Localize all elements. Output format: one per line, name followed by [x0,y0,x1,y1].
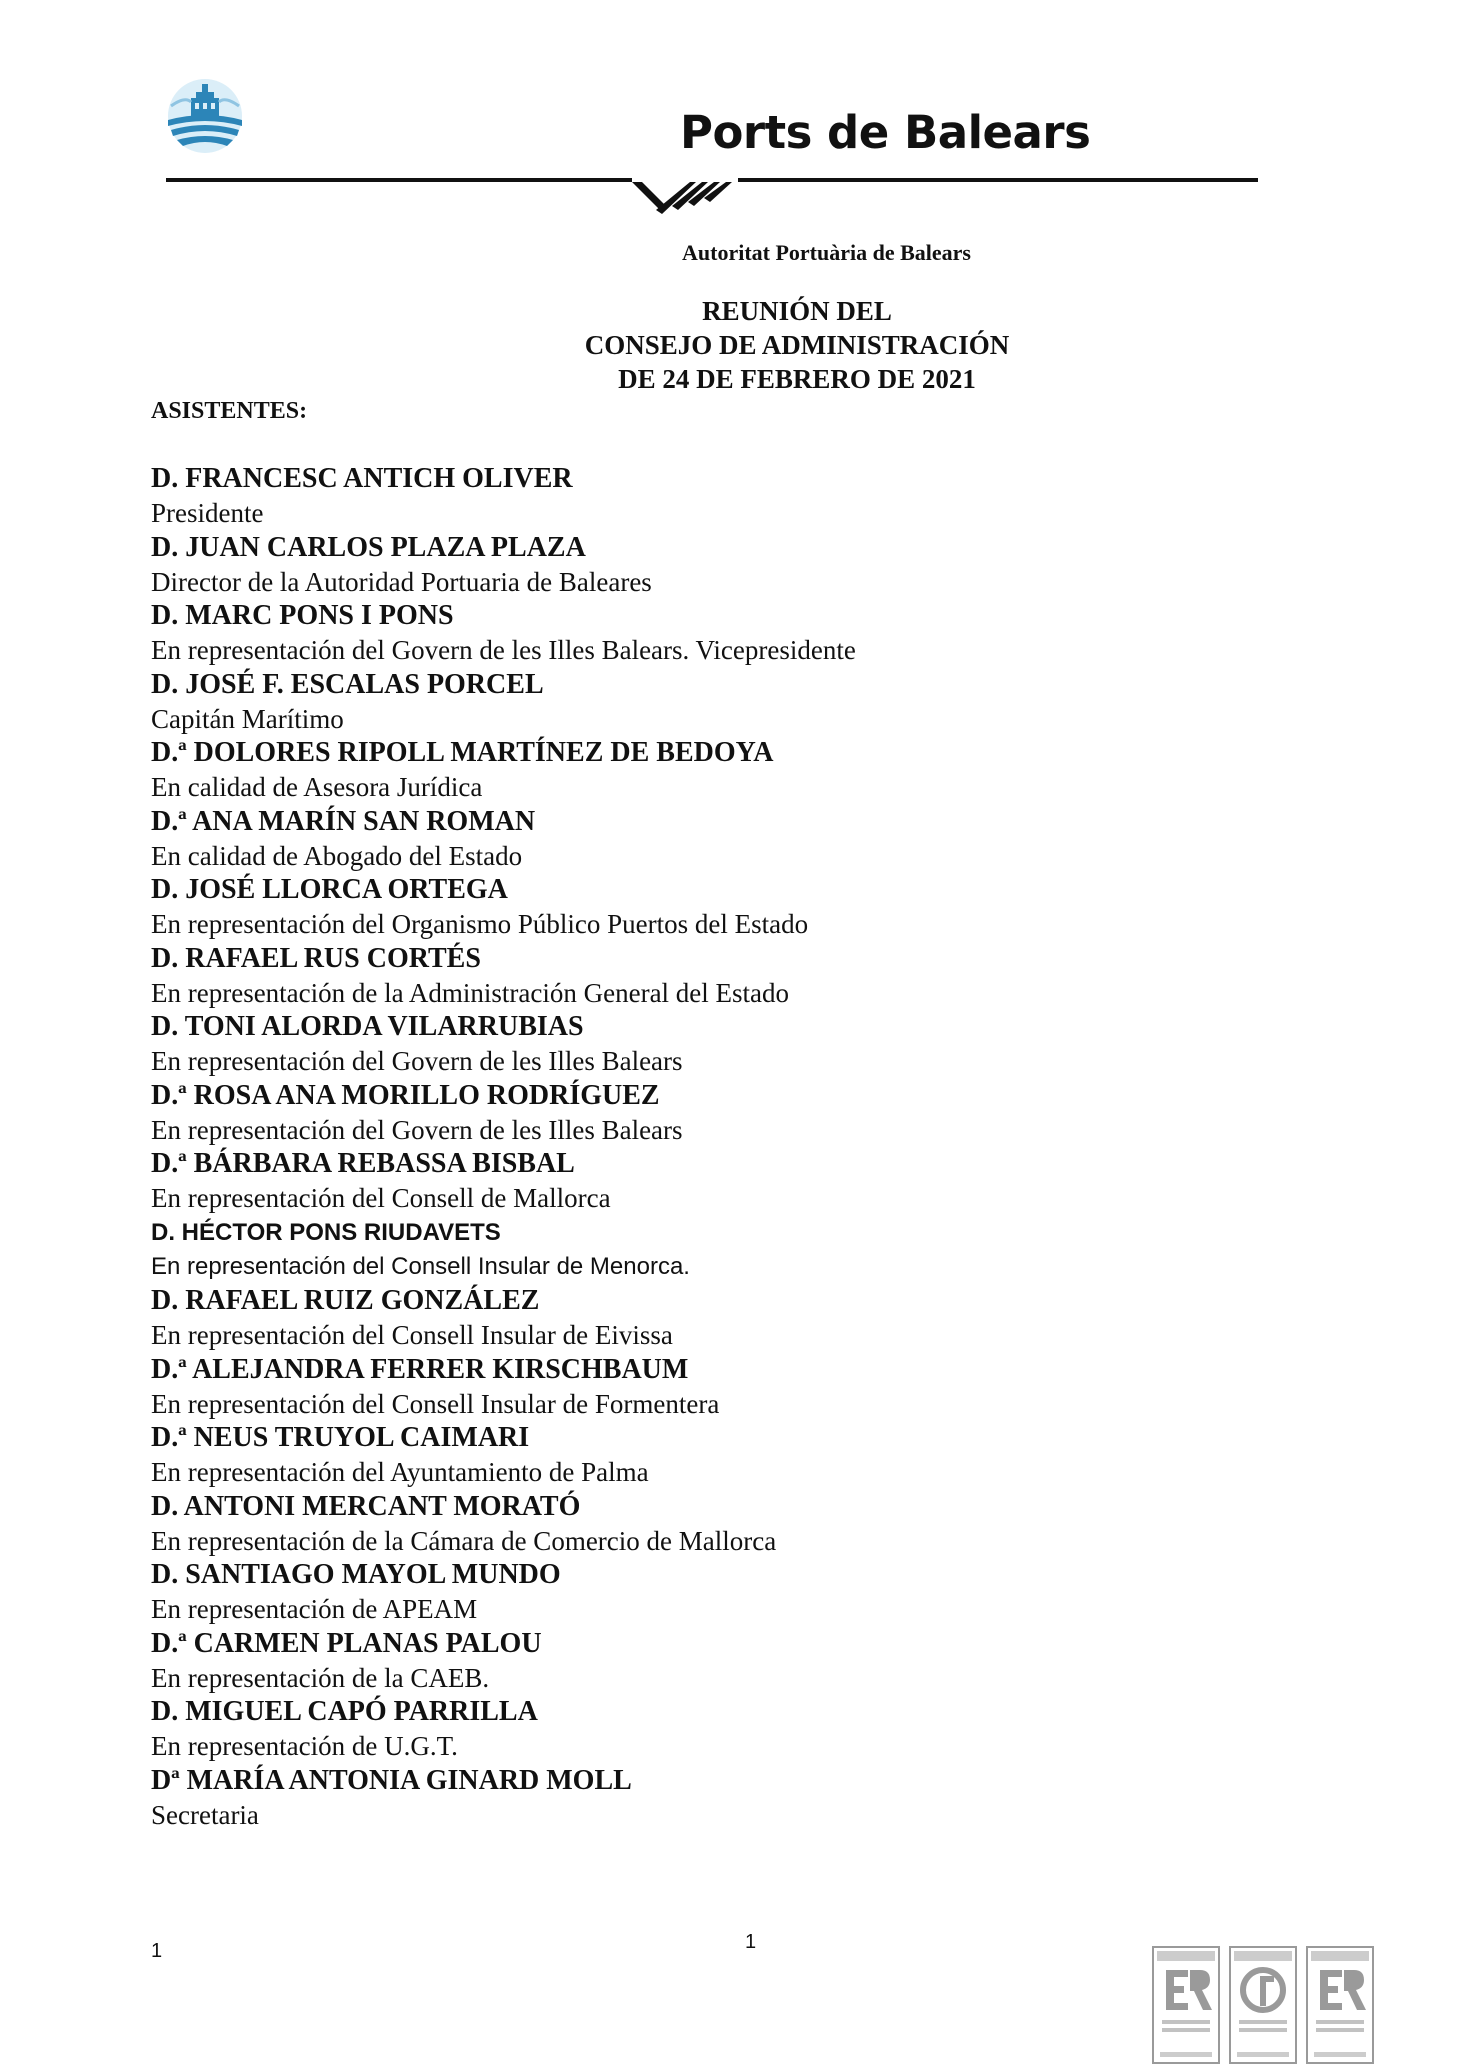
attendee-role: En representación del Organismo Público Puertos del Estado [151,909,809,939]
attendee-entry [151,1216,1251,1285]
attendee-entry [151,1421,1251,1490]
attendee-entry [151,736,1251,805]
meeting-title-line: CONSEJO DE ADMINISTRACIÓN [584,330,1010,360]
attendee-role: Capitán Marítimo [151,703,344,734]
attendee-entry [151,1010,1251,1079]
aenor-ga-icon [1230,1947,1296,2063]
attendee-name: D.ª BÁRBARA REBASSA BISBAL [151,1148,575,1179]
attendee-role: Director de la Autoridad Portuaria de Baleares [151,566,652,597]
attendee-entry [151,1079,1251,1148]
attendee-name: D. FRANCESC ANTICH OLIVER [151,463,573,494]
attendee-role: En calidad de Abogado del Estado [151,840,523,871]
attendee-entry [151,668,1251,737]
attendee-role: En representación de APEAM [151,1594,478,1624]
ports-de-balears-logo-icon [165,76,245,156]
attendee-role: En representación del Consell Insular de Menorca. [151,1252,690,1280]
aenor-certification-badges [1152,1946,1374,2064]
attendee-name: D.ª DOLORES RIPOLL MARTÍNEZ DE BEDOYA [151,737,774,768]
attendee-name: D.ª ROSA ANA MORILLO RODRÍGUEZ [151,1079,660,1111]
attendee-entry [151,1695,1251,1764]
brand-chevron-mark-icon [632,176,738,218]
attendee-name: D. RAFAEL RUS CORTÉS [151,942,481,974]
attendee-role: En representación de la Cámara de Comercio de Mallorca [151,1525,777,1556]
attendee-role: En representación de U.G.T. [151,1731,458,1761]
attendee-role: En representación del Govern de les Illes Balears. Vicepresidente [151,635,856,665]
port-authority-name: Autoritat Portuària de Balears [682,240,971,265]
attendee-role: En representación del Consell Insular de Formentera [151,1388,720,1419]
attendee-entry [151,1284,1251,1353]
attendee-entry [151,1558,1251,1627]
brand-title: Ports de Balears [680,106,1091,159]
aenor-er-icon [1153,1947,1219,2063]
attendee-name: D. SANTIAGO MAYOL MUNDO [151,1559,561,1590]
attendee-entry [151,873,1251,942]
attendee-name: D. HÉCTOR PONS RIUDAVETS [151,1218,501,1246]
attendee-entry [151,942,1251,1011]
aenor-er-docs-icon [1307,1947,1373,2063]
attendee-name: D. TONI ALORDA VILARRUBIAS [151,1011,584,1042]
attendee-name: D. MIGUEL CAPÓ PARRILLA [151,1696,538,1727]
attendee-entry [151,531,1251,600]
attendee-name: D.ª ALEJANDRA FERRER KIRSCHBAUM [151,1353,689,1385]
page-number: 1 [745,1931,757,1953]
attendee-name: D. ANTONI MERCANT MORATÓ [151,1490,581,1522]
attendee-name: D.ª NEUS TRUYOL CAIMARI [151,1422,530,1453]
attendee-entry [151,805,1251,874]
attendee-name: D.ª CARMEN PLANAS PALOU [151,1627,542,1659]
attendee-name: D. MARC PONS I PONS [151,600,454,631]
meeting-title [400,294,1194,396]
attendee-name: Dª MARÍA ANTONIA GINARD MOLL [151,1764,632,1796]
attendee-role: En representación del Consell Insular de Eivissa [151,1320,673,1350]
attendee-entry [151,1627,1251,1696]
attendee-entry [151,1147,1251,1216]
attendee-role: En calidad de Asesora Jurídica [151,772,483,802]
attendee-entry [151,1353,1251,1422]
attendee-role: En representación del Consell de Mallorca [151,1183,611,1213]
attendee-role: En representación del Govern de les Illes Balears [151,1046,683,1076]
meeting-date-line: DE 24 DE FEBRERO DE 2021 [618,364,976,394]
attendee-name: D. JOSÉ F. ESCALAS PORCEL [151,668,544,700]
attendee-role: En representación del Ayuntamiento de Palma [151,1457,649,1487]
attendee-role: Secretaria [151,1799,259,1830]
attendee-role: En representación del Govern de les Illes Balears [151,1114,683,1145]
attendee-entry [151,1764,1251,1833]
attendee-name: D. JUAN CARLOS PLAZA PLAZA [151,531,586,563]
attendee-entry [151,462,1251,531]
attendee-role: En representación de la CAEB. [151,1662,490,1693]
attendee-role: En representación de la Administración General del Estado [151,977,790,1008]
page-number: 1 [151,1940,163,1962]
attendee-entry [151,599,1251,668]
attendee-name: D. RAFAEL RUIZ GONZÁLEZ [151,1285,540,1316]
attendee-name: D. JOSÉ LLORCA ORTEGA [151,874,508,905]
attendee-name: D.ª ANA MARÍN SAN ROMAN [151,805,536,837]
attendee-list [151,462,1251,1832]
attendee-role: Presidente [151,498,264,528]
attendees-heading: ASISTENTES: [151,398,308,424]
attendee-entry [151,1490,1251,1559]
meeting-title-line: REUNIÓN DEL [702,296,892,326]
